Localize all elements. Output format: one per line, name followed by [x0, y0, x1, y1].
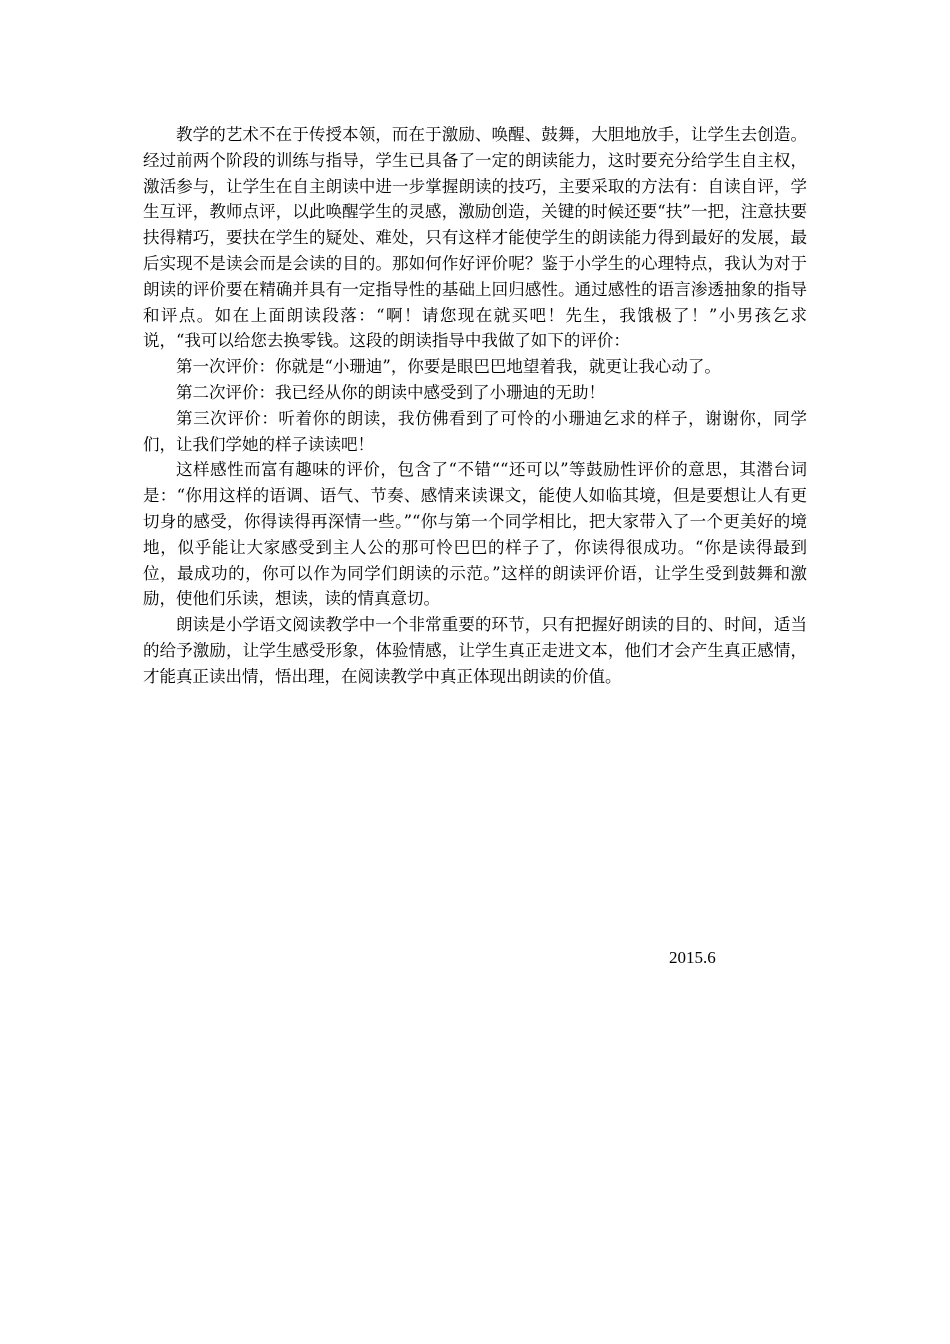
document-body: [143, 122, 807, 690]
paragraph-3: 第二次评价：我已经从你的朗读中感受到了小珊迪的无助！: [176, 382, 605, 402]
paragraph-1: 教学的艺术不在于传授本领，而在于激励、唤醒、鼓舞，大胆地放手，让学生去创造。经过前两个阶段的训练与指导，学生已具备了一定的朗读能力，这时要充分给学生自主权，激活参与，让学生在自主朗读中进一步掌握朗读的技巧，主要采取的方法有：自读自评，学生互评，教师点评，以此唤醒学生的灵感，激励创造，关键的时候还要“扶”一把，注意扶要扶得精巧，要扶在学生的疑处、难处，只有这样才能使学生的朗读能力得到最好的发展，最后实现不是读会而是会读的目的。那如何作好评价呢？鉴于小学生的心理特点，我认为对于朗读的评价要在精确并具有一定指导性的基础上回归感性。通过感性的语言渗透抽象的指导和评点。如在上面朗读段落：“啊！请您现在就买吧！先生，我饿极了！”小男孩乞求说，“我可以给您去换零钱。这段的朗读指导中我做了如下的评价：: [143, 125, 807, 351]
paragraph-5: 这样感性而富有趣味的评价，包含了“不错““还可以”等鼓励性评价的意思，其潜台词是：“你用这样的语调、语气、节奏、感情来读课文，能使人如临其境，但是要想让人有更切身的感受，你得读得再深情一些。”“你与第一个同学相比，把大家带入了一个更美好的境地，似乎能让大家感受到主人公的那可怜巴巴的样子了，你读得很成功。“你是读得最到位，最成功的，你可以作为同学们朗读的示范。”这样的朗读评价语，让学生受到鼓舞和激励，使他们乐读，想读，读的情真意切。: [143, 460, 807, 609]
document-date: 2015.6: [669, 948, 716, 967]
paragraph-2: 第一次评价：你就是“小珊迪”，你要是眼巴巴地望着我，就更让我心动了。: [176, 357, 721, 377]
paragraph-4: 第三次评价：听着你的朗读，我仿佛看到了可怜的小珊迪乞求的样子，谢谢你，同学们，让我们学她的样子读读吧！: [143, 408, 807, 454]
paragraph-6: 朗读是小学语文阅读教学中一个非常重要的环节，只有把握好朗读的目的、时间，适当的给予激励，让学生感受形象，体验情感，让学生真正走进文本，他们才会产生真正感情，才能真正读出情，悟出理，在阅读教学中真正体现出朗读的价值。: [143, 615, 807, 686]
